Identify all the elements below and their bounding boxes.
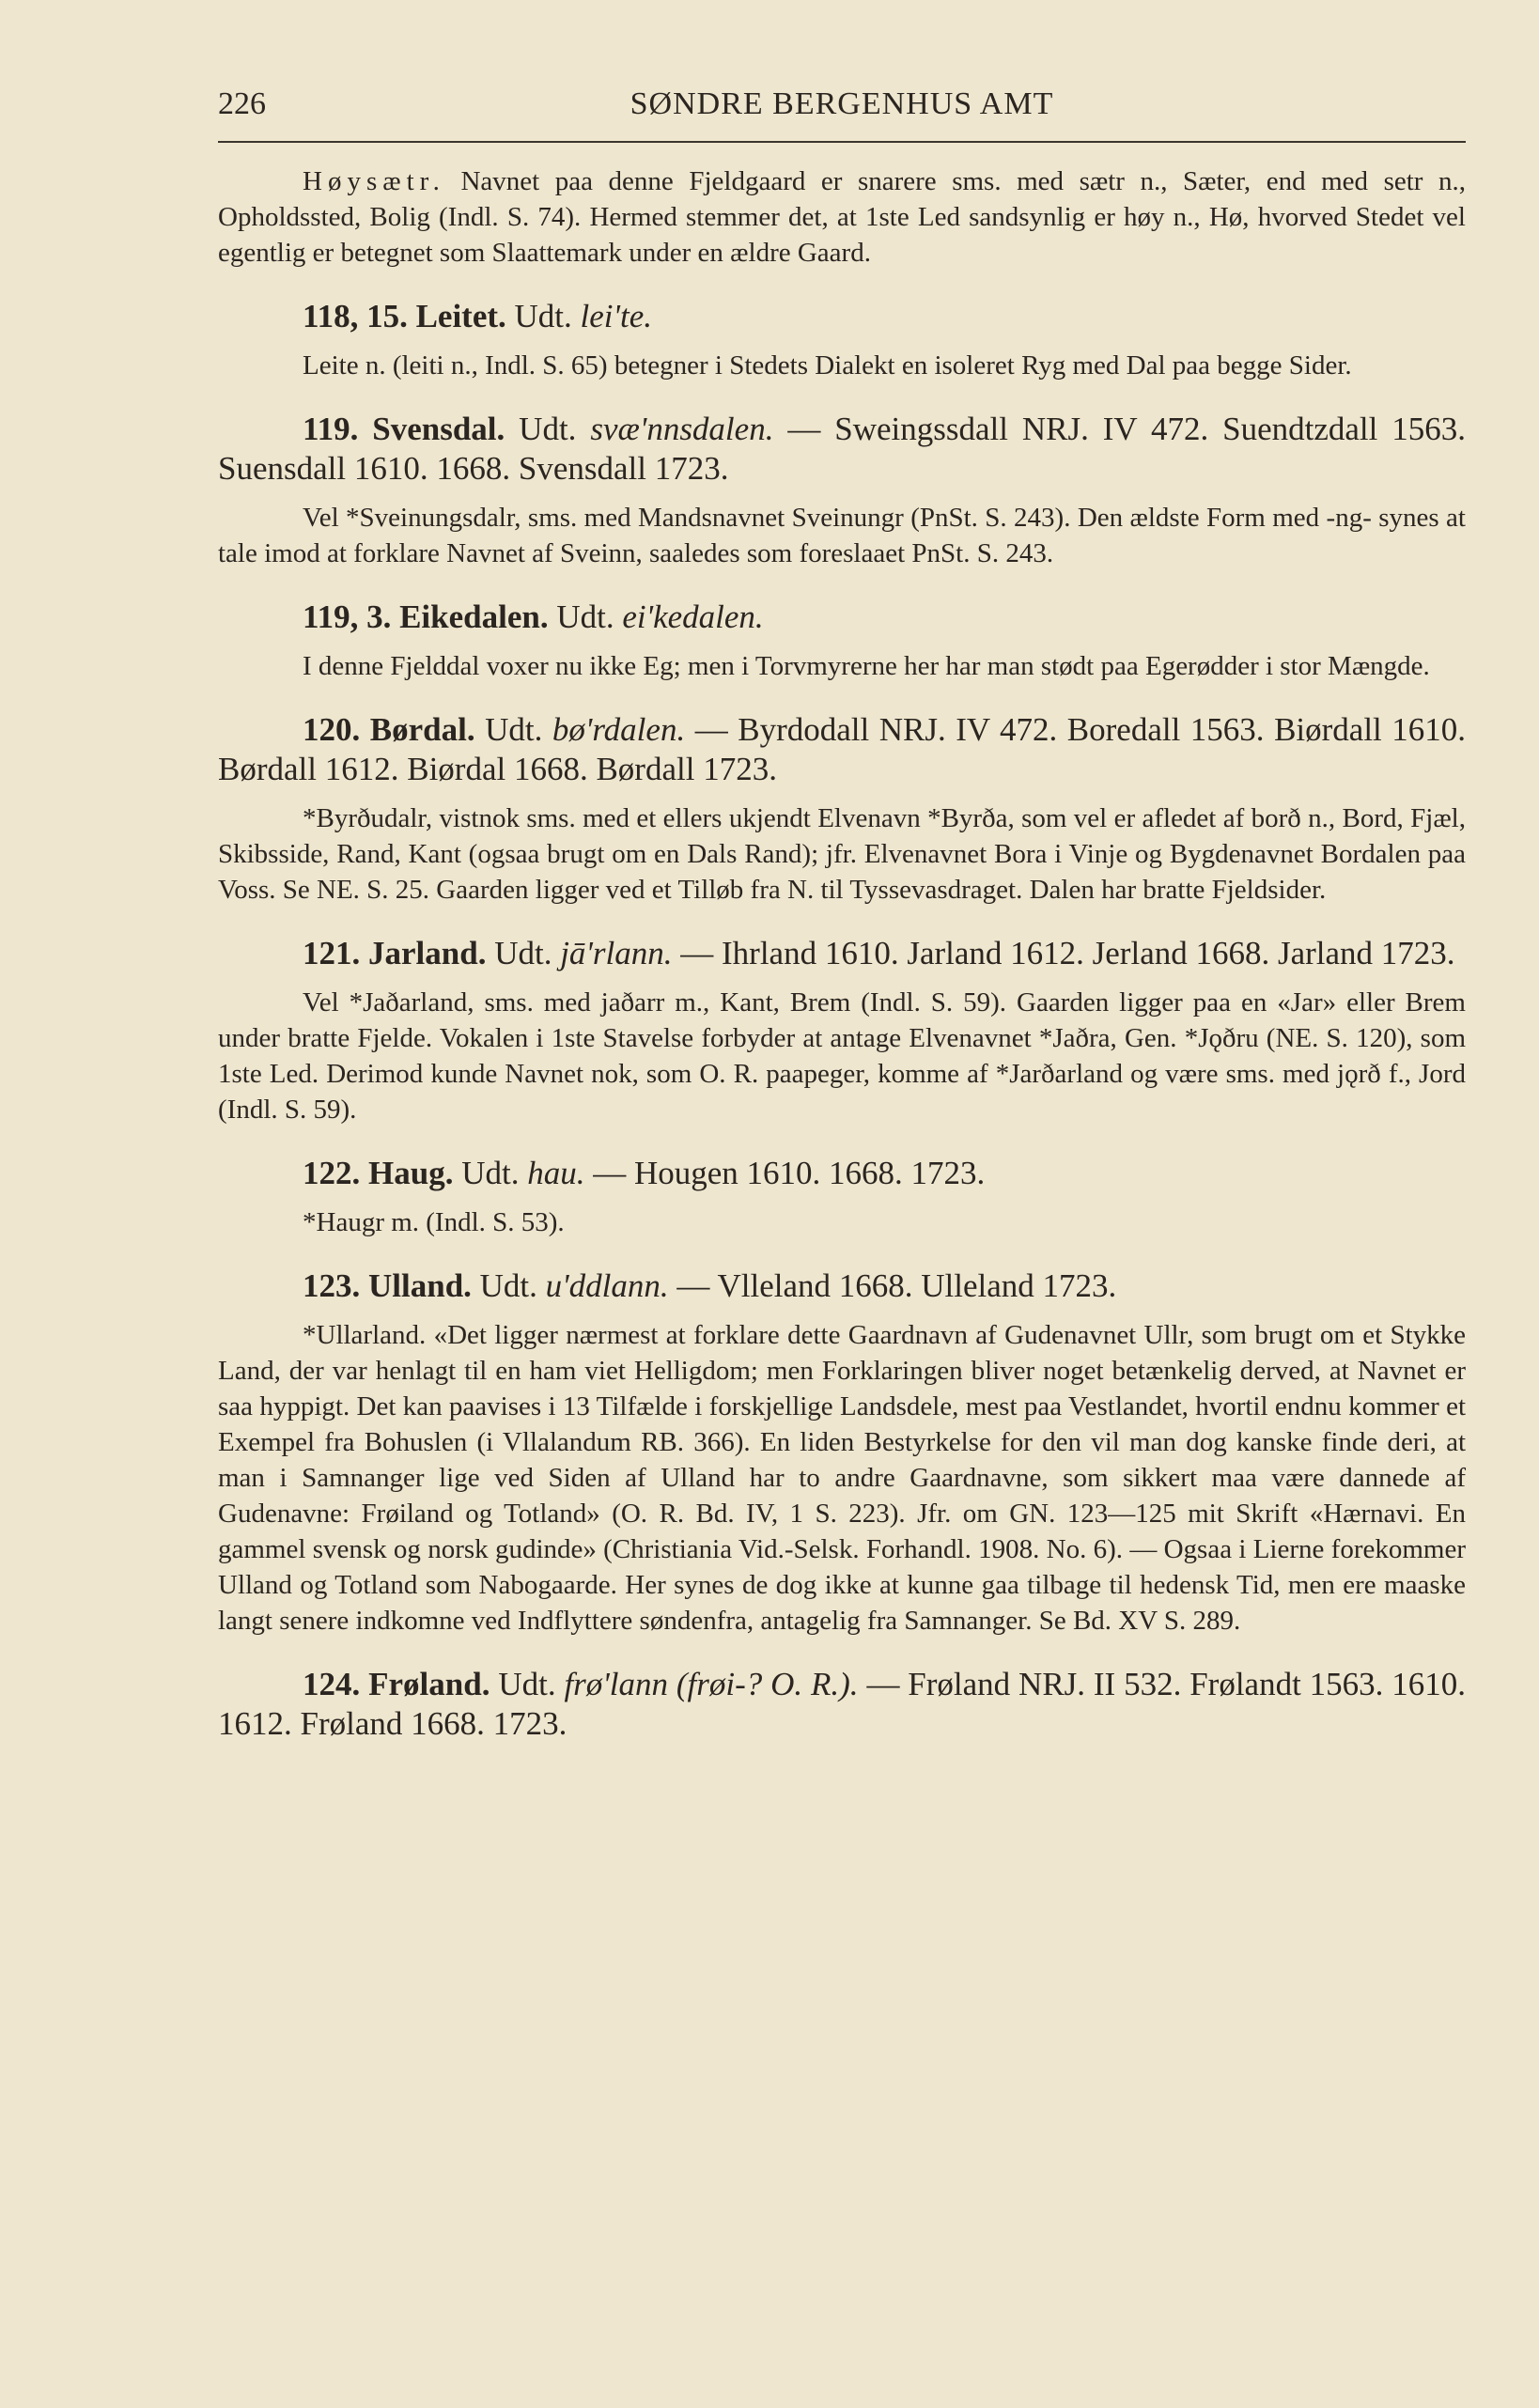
pronunciation: svæ'nnsdalen. <box>590 411 774 447</box>
entry-name: Leitet. <box>415 298 506 334</box>
pronunciation: hau. <box>527 1155 585 1191</box>
entry-121-note: Vel *Jaðarland, sms. med jaðarr m., Kant, Brem (Indl. S. 59). Gaarden ligger paa en «Jar» eller Brem under bratte Fjelde. Vokalen i 1ste Stavelse forbyder at antage Elvenavnet *Jaðra, Gen. *Jǫðru (NE. S. 120), som 1ste Led. Derimod kunde Navnet nok, som O. R. paapeger, komme af *Jarðarland og være sms. med jǫrð f., Jord (Indl. S. 59). <box>218 987 1466 1125</box>
historical-forms: — Hougen 1610. 1668. 1723. <box>593 1155 986 1191</box>
udt-label: Udt. <box>479 1267 537 1304</box>
entry-number: 121. <box>303 935 361 971</box>
entry-number: 122. <box>303 1155 361 1191</box>
entry-123-note: *Ullarland. «Det ligger nærmest at forklare dette Gaardnavn af Gudenavnet Ullr, som brugt om et Stykke Land, der var henlagt til en ham viet Helligdom; men Forklaringen bliver noget betænkelig derved, at Navnet er saa hyppigt. Det kan paavises i 13 Tilfælde i forskjellige Landsdele, mest paa Vestlandet, hvortil endnu kommer et Exempel fra Bohuslen (i Vllalandum RB. 366). En liden Bestyrkelse for den vil man dog kanske finde deri, at man i Samnanger lige ved Siden af Ulland har to andre Gaardnavne, som sikkert maa være dannede af Gudenavne: Frøiland og Totland» (O. R. Bd. IV, 1 S. 223). Jfr. om GN. 123—125 mit Skrift «Hærnavi. En gammel svensk og norsk gudinde» (Christiania Vid.-Selsk. Forhandl. 1908. No. 6). — Ogsaa i Lierne forekommer Ulland og Totland som Nabogaarde. Her synes de dog ikke at kunne gaa tilbage til hedensk Tid, men ere maaske langt senere indkomne ved Indflyttere søndenfra, antagelig fra Samnanger. Se Bd. XV S. 289. <box>218 1320 1466 1636</box>
entry-118-15 <box>218 297 1466 336</box>
entry-number: 120. <box>303 711 361 748</box>
entry-hoysaetr-note <box>218 163 1466 271</box>
pronunciation: jā'rlann. <box>560 935 673 971</box>
udt-label: Udt. <box>461 1155 520 1191</box>
page-header <box>218 86 1466 143</box>
pronunciation-extra: (frøi-? O. R.). <box>676 1666 859 1702</box>
udt-label: Udt. <box>514 298 572 334</box>
pronunciation: lei'te. <box>580 298 653 334</box>
entry-name: Eikedalen. <box>399 598 549 635</box>
entry-120-note: *Byrðudalr, vistnok sms. med et ellers ukjendt Elvenavn *Byrða, som vel er afledet af borð n., Bord, Fjæl, Skibsside, Rand, Kant (ogsaa brugt om en Dals Rand); jfr. Elvenavnet Bora i Vinje og Bygdenavnet Bordalen paa Voss. Se NE. S. 25. Gaarden ligger ved et Tilløb fra N. til Tyssevasdraget. Dalen har bratte Fjeldsider. <box>218 803 1466 905</box>
pronunciation: bø'rdalen. <box>552 711 686 748</box>
udt-label: Udt. <box>485 711 543 748</box>
entry-118-15-note: Leite n. (leiti n., Indl. S. 65) betegner i Stedets Dialekt en isoleret Ryg med Dal paa begge Sider. <box>303 350 1352 381</box>
entry-number: 123. <box>303 1267 361 1304</box>
entry-name: Børdal. <box>369 711 475 748</box>
entry-124 <box>218 1665 1466 1744</box>
page <box>218 86 1466 1744</box>
note-text: Navnet paa denne Fjeldgaard er snarere sms. med sætr n., Sæter, end med setr n., Opholdssted, Bolig (Indl. S. 74). Hermed stemmer det, at 1ste Led sandsynlig er høy n., Hø, hvorved Stedet vel egentlig er betegnet som Slaattemark under en ældre Gaard. <box>218 166 1466 268</box>
entry-name: Haug. <box>368 1155 454 1191</box>
udt-label: Udt. <box>556 598 614 635</box>
historical-forms: — Sweingssdall NRJ. IV 472. Suendtzdall 1563. Suensdall 1610. 1668. Svensdall 1723. <box>218 411 1467 487</box>
entry-number: 118, 15. <box>303 298 408 334</box>
entry-119-note: Vel *Sveinungsdalr, sms. med Mandsnavnet Sveinungr (PnSt. S. 243). Den ældste Form med -ng- synes at tale imod at forklare Navnet af Sveinn, saaledes som foreslaaet PnSt. S. 243. <box>218 503 1466 568</box>
entry-119-3 <box>218 598 1466 637</box>
entry-number: 124. <box>303 1666 361 1702</box>
historical-forms: — Frøland NRJ. II 532. Frølandt 1563. 1610. 1612. Frøland 1668. 1723. <box>218 1666 1467 1742</box>
entry-number: 119, 3. <box>303 598 392 635</box>
entry-119-3-note: I denne Fjelddal voxer nu ikke Eg; men i Torvmyrerne her har man stødt paa Egerødder i stor Mængde. <box>303 651 1430 681</box>
udt-label: Udt. <box>519 411 577 447</box>
pronunciation: u'ddlann. <box>545 1267 669 1304</box>
entry-name: Frøland. <box>368 1666 490 1702</box>
entry-122-note: *Haugr m. (Indl. S. 53). <box>303 1207 565 1237</box>
entry-123 <box>218 1266 1466 1306</box>
entry-name: Svensdal. <box>372 411 505 447</box>
entry-name: Ulland. <box>368 1267 472 1304</box>
headword: Høysætr. <box>303 166 445 196</box>
entry-number: 119. <box>303 411 359 447</box>
historical-forms: — Byrdodall NRJ. IV 472. Boredall 1563. Biørdall 1610. Børdall 1612. Biørdal 1668. Børdall 1723. <box>218 711 1467 787</box>
udt-label: Udt. <box>498 1666 556 1702</box>
entry-119 <box>218 410 1466 489</box>
historical-forms: — Ihrland 1610. Jarland 1612. Jerland 1668. Jarland 1723. <box>680 935 1455 971</box>
entry-name: Jarland. <box>368 935 487 971</box>
entry-121 <box>218 934 1466 973</box>
pronunciation: frø'lann <box>564 1666 669 1702</box>
page-number: 226 <box>218 86 266 121</box>
running-title: SØNDRE BERGENHUS AMT <box>630 86 1054 121</box>
historical-forms: — Vlleland 1668. Ulleland 1723. <box>676 1267 1117 1304</box>
udt-label: Udt. <box>494 935 552 971</box>
entry-122 <box>218 1154 1466 1193</box>
pronunciation: ei'kedalen. <box>622 598 764 635</box>
entry-120 <box>218 710 1466 789</box>
page-content <box>218 163 1466 1744</box>
